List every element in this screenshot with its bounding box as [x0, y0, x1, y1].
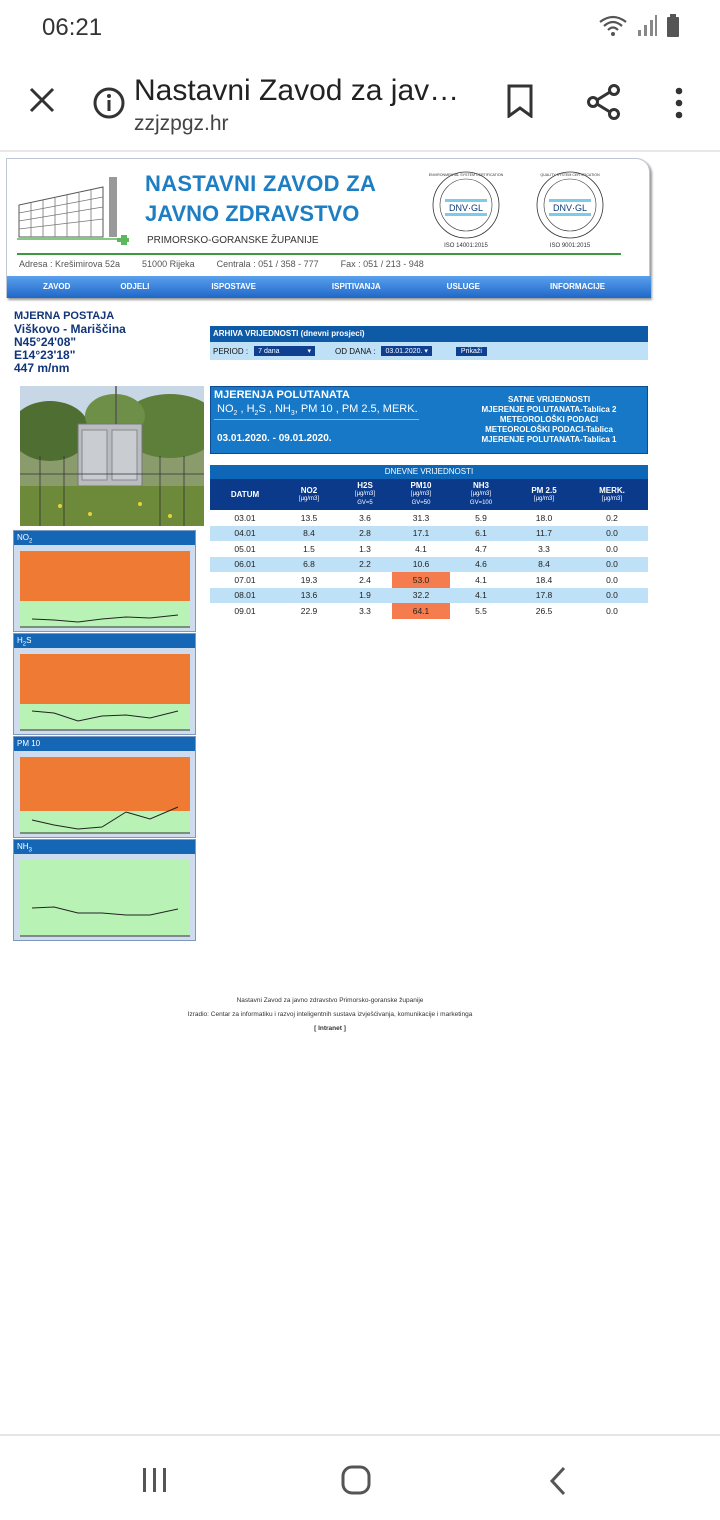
chart-h2s-plot	[20, 654, 190, 732]
status-icons	[598, 14, 680, 38]
table-caption: DNEVNE VRIJEDNOSTI	[210, 465, 648, 479]
header-divider	[17, 253, 621, 255]
battery-icon	[666, 14, 680, 38]
table-cell: 2.4	[359, 574, 371, 585]
daily-values-table	[210, 465, 648, 619]
table-cell: 6.8	[280, 557, 338, 573]
col-header: NH3 [µg/m3] GV=100	[450, 479, 512, 510]
col-header: PM 2.5 [µg/m3]	[512, 479, 576, 510]
table-row	[210, 526, 648, 542]
table-cell: 0.2	[606, 512, 618, 523]
measurement-banner	[210, 386, 648, 454]
table-cell: 1.9	[338, 588, 392, 604]
nav-zavod[interactable]: ZAVOD	[43, 282, 71, 291]
table-cell: 18.0	[535, 512, 553, 523]
footer-credit: Izradio: Centar za informatiku i razvoj inteligentnih sustava izvješćivanja, komunikacije i marketinga	[187, 1011, 473, 1018]
certificate-seal-icon	[529, 167, 611, 249]
col-header: MERK. [µg/m3]	[576, 479, 648, 510]
org-name-line2: JAVNO ZDRAVSTVO	[145, 201, 360, 226]
table-cell: 4.1	[415, 543, 427, 554]
chart-h2s-label: $H_2S$	[14, 634, 195, 648]
site-header	[6, 158, 650, 298]
measurement-links	[451, 395, 647, 445]
table-cell: 17.1	[392, 526, 450, 542]
chart-nh3-plot	[20, 860, 190, 938]
archive-controls	[210, 342, 648, 360]
table-cell: 4.6	[450, 557, 512, 573]
nav-informacije[interactable]: INFORMACIJE	[550, 282, 606, 291]
measurement-subtitle: $NO_2$ , $H_2S$ , $NH_3$, PM 10 , PM 2.5, MERK.	[217, 403, 418, 418]
table-header-row	[210, 479, 648, 510]
station-lon: E14°23'18"	[14, 348, 76, 362]
table-cell: 07.01	[234, 574, 256, 585]
contact-city: 51000 Rijeka	[142, 259, 195, 269]
table-cell: 05.01	[234, 543, 256, 554]
link-meteo-tablica[interactable]: METEOROLOŠKI PODACI-Tablica	[485, 425, 613, 434]
chart-pm10-plot	[20, 757, 190, 835]
table-cell: 22.9	[300, 605, 318, 616]
table-cell: 53.0	[392, 572, 450, 588]
station-name: Viškovo - Mariščina	[14, 322, 126, 336]
table-cell: 0.0	[606, 574, 618, 585]
table-cell: 1.5	[303, 543, 315, 554]
site-nav	[7, 276, 651, 298]
table-cell: 09.01	[234, 605, 256, 616]
show-button[interactable]: Prikaži	[456, 347, 487, 356]
share-icon[interactable]	[586, 84, 622, 120]
table-cell: 32.2	[392, 588, 450, 604]
intranet-link[interactable]: [ Intranet ]	[314, 1025, 346, 1032]
contact-address: Adresa : Krešimirova 52a	[19, 259, 121, 269]
table-cell: 1.3	[359, 543, 371, 554]
cert1-ring: ENVIRONMENTAL SYSTEM CERTIFICATION	[428, 173, 504, 177]
dropdown-icon: ▾	[307, 348, 312, 355]
table-cell: 18.4	[535, 574, 553, 585]
from-date-select[interactable]: 03.01.2020. ▾	[381, 346, 431, 356]
station-info	[14, 310, 126, 375]
station-alt: 447 m/nm	[14, 361, 70, 375]
table-cell: 0.0	[576, 588, 648, 604]
dropdown-icon: ▾	[424, 348, 428, 355]
table-cell: 0.0	[606, 543, 618, 554]
chart-no2-plot	[20, 551, 190, 629]
col-header: PM10 [µg/m3] GV=50	[392, 479, 450, 510]
measurement-dates: 03.01.2020. - 09.01.2020.	[217, 433, 332, 444]
table-cell: 0.0	[576, 526, 648, 542]
period-label: PERIOD :	[213, 346, 249, 356]
table-cell: 13.5	[300, 512, 318, 523]
table-cell: 3.3	[538, 543, 550, 554]
contact-info	[19, 259, 424, 269]
table-row	[210, 572, 648, 588]
table-cell: 4.1	[450, 588, 512, 604]
table-cell: 4.1	[475, 574, 487, 585]
iso9001-cert-badge	[529, 167, 611, 249]
nav-ispitivanja[interactable]: ISPITIVANJA	[331, 282, 381, 291]
chart-pm10-label: PM 10	[14, 737, 195, 751]
cert2-std: ISO 9001:2015	[549, 243, 591, 249]
nav-odjeli[interactable]: ODJELI	[120, 282, 150, 291]
table-cell: 10.6	[392, 557, 450, 573]
table-cell: 03.01	[234, 512, 256, 523]
org-name-line1: NASTAVNI ZAVOD ZA	[145, 171, 377, 196]
iso14001-cert-badge	[425, 167, 507, 249]
col-header: DATUM	[210, 479, 280, 510]
link-tablica2[interactable]: MJERENJE POLUTANATA-Tablica 2	[481, 405, 617, 414]
archive-heading: ARHIVA VRIJEDNOSTI (dnevni prosjeci)	[210, 326, 648, 342]
status-time: 06:21	[42, 14, 103, 41]
station-lat: N45°24'08"	[14, 335, 77, 349]
more-vert-icon[interactable]	[672, 86, 686, 120]
cert2-name: DNV·GL	[552, 203, 588, 213]
status-bar	[0, 0, 720, 56]
signal-icon	[636, 14, 658, 38]
table-cell: 26.5	[535, 605, 553, 616]
close-icon[interactable]	[26, 84, 58, 116]
table-cell: 06.01	[210, 557, 280, 573]
from-date-label: OD DANA :	[335, 346, 376, 356]
period-select[interactable]: 7 dana ▾	[254, 346, 315, 356]
page-url[interactable]: zzjzpgz.hr	[134, 112, 229, 135]
table-cell: 0.0	[576, 557, 648, 573]
table-cell: 64.1	[392, 603, 450, 619]
cert2-ring: QUALITY SYSTEM CERTIFICATION	[540, 173, 600, 177]
table-cell: 5.5	[475, 605, 487, 616]
table-row	[210, 510, 648, 526]
building-logo-icon	[17, 175, 129, 247]
table-row	[210, 541, 648, 557]
cert1-std: ISO 14001:2015	[444, 243, 488, 249]
table-cell: 4.7	[475, 543, 487, 554]
table-cell: 5.9	[475, 512, 487, 523]
info-icon[interactable]	[92, 86, 126, 120]
table-cell: 0.0	[606, 605, 618, 616]
android-nav-bar	[0, 1434, 720, 1520]
table-row	[210, 603, 648, 619]
table-cell: 6.1	[450, 526, 512, 542]
footer-org: Nastavni Zavod za javno zdravstvo Primorsko-goranske županije	[236, 997, 424, 1004]
nav-ispostave[interactable]: ISPOSTAVE	[211, 282, 256, 291]
table-cell: 11.7	[512, 526, 576, 542]
chart-no2	[13, 530, 196, 632]
link-satne[interactable]: SATNE VRIJEDNOSTI	[507, 395, 591, 404]
table-cell: 31.3	[412, 512, 430, 523]
chart-pm10	[13, 736, 196, 838]
browser-toolbar	[0, 56, 720, 152]
table-cell: 2.2	[338, 557, 392, 573]
page-title: Nastavni Zavod za jav…	[134, 74, 460, 107]
wifi-icon	[598, 14, 628, 38]
web-content	[0, 152, 720, 1432]
banner-divider	[214, 419, 419, 420]
chart-h2s	[13, 633, 196, 735]
contact-phone: Centrala : 051 / 358 - 777	[216, 259, 319, 269]
chart-nh3-label: $NH_3$	[14, 840, 195, 854]
col-header: NO2 [µg/m3]	[280, 479, 338, 510]
nav-usluge[interactable]: USLUGE	[446, 282, 481, 291]
table-cell: 17.8	[512, 588, 576, 604]
table-row	[210, 557, 648, 573]
link-meteo[interactable]: METEOROLOŠKI PODACI	[499, 415, 599, 424]
link-tablica1[interactable]: MJERENJE POLUTANATA-Tablica 1	[481, 435, 617, 444]
table-cell: 08.01	[210, 588, 280, 604]
station-photo	[20, 386, 204, 526]
table-cell: 3.6	[359, 512, 371, 523]
table-cell: 2.8	[338, 526, 392, 542]
table-cell: 04.01	[210, 526, 280, 542]
table-cell: 13.6	[280, 588, 338, 604]
station-label: MJERNA POSTAJA	[14, 310, 115, 322]
chart-nh3	[13, 839, 196, 941]
site-footer	[0, 994, 660, 1036]
table-cell: 3.3	[359, 605, 371, 616]
cert1-name: DNV·GL	[448, 203, 484, 213]
table-row	[210, 588, 648, 604]
home-icon[interactable]	[340, 1464, 372, 1496]
table-cell: 8.4	[280, 526, 338, 542]
recents-icon[interactable]	[140, 1466, 170, 1494]
certificate-seal-icon	[425, 167, 507, 249]
chart-no2-label: $NO_2$	[14, 531, 195, 545]
back-icon[interactable]	[548, 1466, 568, 1496]
bookmark-icon[interactable]	[506, 84, 534, 118]
contact-fax: Fax : 051 / 213 - 948	[340, 259, 424, 269]
org-name-line3: PRIMORSKO-GORANSKE ŽUPANIJE	[147, 235, 319, 246]
archive-panel	[210, 326, 648, 362]
table-cell: 8.4	[512, 557, 576, 573]
col-header: H2S [µg/m3] GV=5	[338, 479, 392, 510]
table-cell: 19.3	[300, 574, 318, 585]
measurement-title: MJERENJA POLUTANATA	[214, 389, 350, 401]
